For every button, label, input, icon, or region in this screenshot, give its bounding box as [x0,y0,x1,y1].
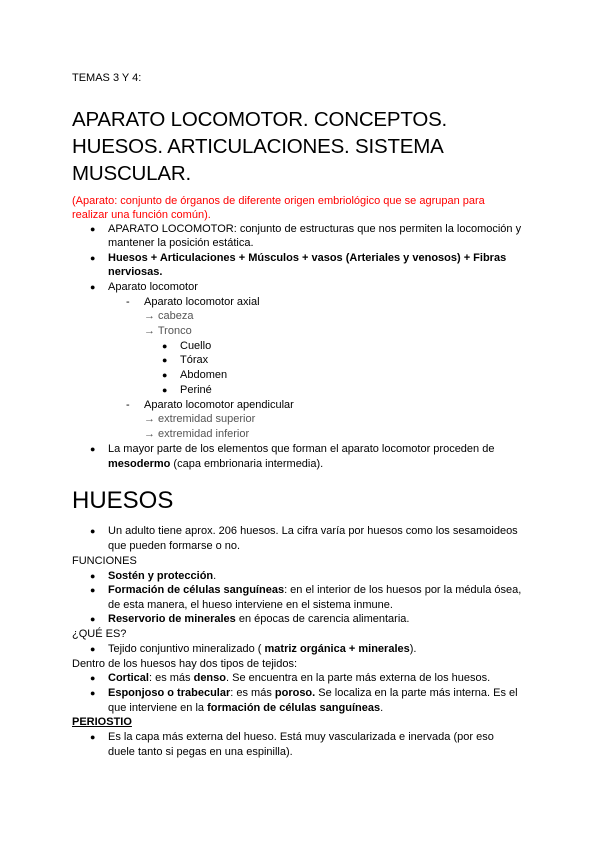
sosten-rest: . [213,570,217,582]
cortical-rest: . Se encuentra en la parte más externa de los huesos. [226,672,491,684]
note-line-1: (Aparato: conjunto de órganos de diferente origen embriológico que se agrupan para [72,195,485,207]
esponjoso-bold2: poroso. [274,687,316,699]
sosten-bold: Sostén y protección [108,570,214,582]
title-line-3: MUSCULAR. [72,162,191,185]
formacion-bold: Formación de células sanguíneas [108,584,285,596]
periostio-heading: PERIOSTIO [72,716,132,728]
bullet-icon: ● [90,673,96,683]
torax-item: Tórax [180,354,209,366]
esponjoso-line-2 [108,701,383,715]
dash-icon: - [126,296,130,308]
tronco-item: → Tronco [144,325,192,337]
bullet-icon: ● [90,614,96,624]
dash-icon: - [126,399,130,411]
reservorio-bold: Reservorio de minerales [108,613,236,625]
bullet-icon: ● [90,585,96,595]
bullet-icon: ● [162,355,168,365]
huesos-count-line-1: Un adulto tiene aprox. 206 huesos. La cifra varía por huesos como los sesamoideos [108,525,518,537]
dentro-label: Dentro de los huesos hay dos tipos de tejidos: [72,658,298,670]
funcion-sosten [108,569,216,583]
bullet-icon: ● [90,444,96,454]
tejido-c: ). [409,643,417,655]
bullet-icon: ● [90,526,96,536]
esponjoso-l2a: que interviene en la [108,702,208,714]
bullet-icon: ● [90,732,96,742]
apendicular-item: Aparato locomotor apendicular [144,399,294,411]
abdomen-item: Abdomen [180,369,228,381]
cortical-item [108,671,490,685]
bullet-icon: ● [90,644,96,654]
cabeza-item: → cabeza [144,310,194,322]
mesodermo-line-1: La mayor parte de los elementos que forman el aparato locomotor proceden de [108,443,495,455]
temas-label: TEMAS 3 Y 4: [72,72,142,84]
bullet-icon: ● [90,253,96,263]
bullet-icon: ● [90,282,96,292]
bullet-icon: ● [162,370,168,380]
periostio-line-2: duele tanto si pegas en una espinilla). [108,746,293,758]
cortical-mid: : es más [148,672,194,684]
reservorio-rest: en épocas de carencia alimentaria. [235,613,410,625]
esponjoso-bold: Esponjoso o trabecular [108,687,231,699]
title-line-1: APARATO LOCOMOTOR. CONCEPTOS. [72,108,448,131]
que-es-label: ¿QUÉ ES? [72,628,127,640]
funcion-formacion-line-2: de esta manera, el hueso interviene en el sistema inmune. [108,599,393,611]
huesos-heading: HUESOS [72,487,174,514]
aparato-def-line-1: APARATO LOCOMOTOR: conjunto de estructuras que nos permiten la locomoción y [108,223,522,235]
huesos-count-line-2: que pueden formarse o no. [108,540,241,552]
bullet-icon: ● [90,224,96,234]
bullet-icon: ● [162,385,168,395]
mesodermo-rest: (capa embrionaria intermedia). [170,458,324,470]
bullet-icon: ● [90,571,96,581]
periostio-line-1: Es la capa más externa del hueso. Está muy vascularizada e inervada (por eso [108,731,494,743]
tejido-a: Tejido conjuntivo mineralizado ( [108,643,265,655]
cuello-item: Cuello [180,340,212,352]
mesodermo-bold: mesodermo [108,458,171,470]
esponjoso-l2c: . [380,702,384,714]
bullet-icon: ● [90,688,96,698]
esponjoso-l2b: formación de células sanguíneas [207,702,381,714]
esponjoso-rest: Se localiza en la parte más interna. Es el [315,687,518,699]
components-line-2: nerviosas. [108,266,163,278]
cortical-bold: Cortical [108,672,149,684]
cortical-bold2: denso [193,672,226,684]
funcion-formacion [108,583,521,597]
esponjoso-mid: : es más [230,687,275,699]
title-line-2: HUESOS. ARTICULACIONES. SISTEMA [72,135,444,158]
aparato-locomotor-item: Aparato locomotor [108,281,198,293]
tejido-conjuntivo [108,642,416,656]
tejido-b: matriz orgánica + minerales [264,643,410,655]
perine-item: Periné [180,384,212,396]
bullet-icon: ● [162,341,168,351]
ext-inferior-item: → extremidad inferior [144,428,250,440]
ext-superior-item: → extremidad superior [144,413,256,425]
aparato-def-line-2: mantener la posición estática. [108,237,254,249]
esponjoso-item [108,686,518,700]
funcion-reservorio [108,612,409,626]
components-line-1: Huesos + Articulaciones + Músculos + vasos (Arteriales y venosos) + Fibras [108,252,507,264]
formacion-rest: : en el interior de los huesos por la médula ósea, [284,584,522,596]
axial-item: Aparato locomotor axial [144,296,260,308]
note-line-2: realizar una función común). [72,209,211,221]
mesodermo-line-2 [108,457,323,471]
funciones-label: FUNCIONES [72,555,137,567]
